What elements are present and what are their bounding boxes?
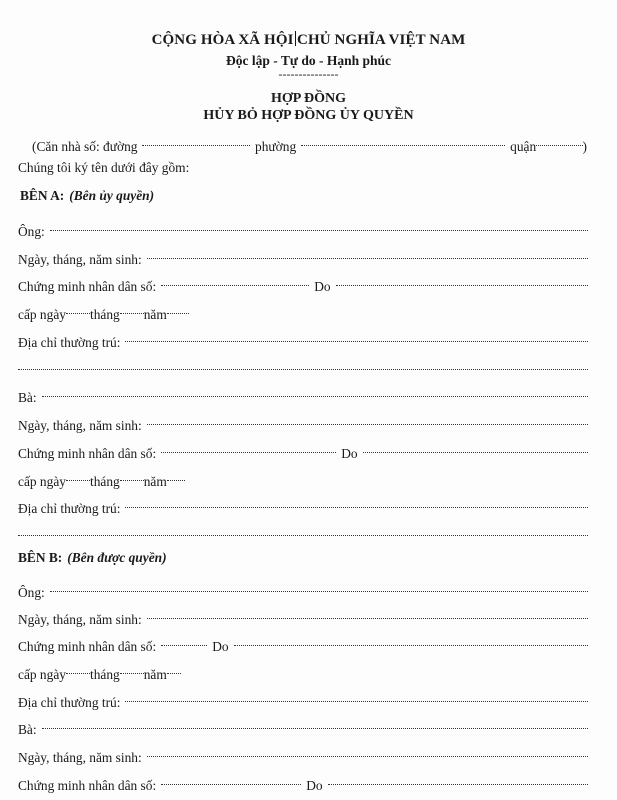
party-a-mr-address-row-2 [18,355,588,375]
party-a-mr-id-field[interactable] [161,271,309,291]
party-a-mr-name-field[interactable] [50,216,588,236]
party-a-mr-issue-month-field[interactable] [120,299,144,319]
party-a-mr-address-row: Địa chỉ thường trú: [18,327,588,347]
district-field[interactable] [536,131,582,151]
party-a-mrs-address-field[interactable] [125,493,588,513]
party-b-mr-id-row: Chứng minh nhân dân số: Do [18,631,588,651]
party-a-heading: BÊN A: (Bên ủy quyền) [20,188,155,203]
party-b-mr-address-row: Địa chỉ thường trú: [18,687,588,707]
party-b-mr-address-field[interactable] [125,687,588,707]
national-motto: Độc lập - Tự do - Hạnh phúc [225,53,392,68]
party-a-mrs-address-row: Địa chỉ thường trú: [18,493,588,513]
party-b-mr-issue-year-field[interactable] [167,659,181,679]
party-b-mr-dob-field[interactable] [147,604,588,624]
party-b-mr-issue-date-row: cấp ngày tháng năm [18,659,588,679]
property-address-line: (Căn nhà số: đường phường quận ) [32,131,587,151]
party-a-mrs-id-field[interactable] [161,438,336,458]
header-separator: --------------- [278,67,339,81]
party-b-heading: BÊN B: (Bên được quyền) [18,550,167,565]
party-b-mrs-name-row: Bà: [18,714,588,734]
party-a-mrs-dob-row: Ngày, tháng, năm sinh: [18,410,588,430]
party-b-mr-id-field[interactable] [161,631,207,651]
party-a-mrs-name-field[interactable] [42,382,588,402]
party-a-mrs-issued-by-field[interactable] [363,438,588,458]
party-a-mrs-issue-date-row: cấp ngày tháng năm [18,466,588,486]
party-a-mr-address-field-2[interactable] [18,355,588,375]
party-a-mrs-id-row: Chứng minh nhân dân số: Do [18,438,588,458]
party-a-mrs-issue-month-field[interactable] [120,466,144,486]
party-a-mrs-issue-day-field[interactable] [66,466,90,486]
party-a-mr-dob-row: Ngày, tháng, năm sinh: [18,244,588,264]
document-title: HỦY BỎ HỢP ĐỒNG ỦY QUYỀN [203,108,414,123]
party-b-mr-name-row: Ông: [18,577,588,597]
party-a-mrs-name-row: Bà: [18,382,588,402]
intro-text: Chúng tôi ký tên dưới đây gồm: [18,160,190,175]
street-field[interactable] [142,131,250,151]
party-b-mrs-dob-field[interactable] [147,742,588,762]
party-a-mrs-address-row-2 [18,521,588,541]
party-a-mr-id-row: Chứng minh nhân dân số: Do [18,271,588,291]
party-a-mrs-dob-field[interactable] [147,410,588,430]
text-cursor [295,31,297,46]
party-a-mr-dob-field[interactable] [147,244,588,264]
party-b-mr-issued-by-field[interactable] [234,631,588,651]
national-title: CỘNG HÒA XÃ HỘI CHỦ NGHĨA VIỆT NAM [151,32,466,48]
document-type: HỢP ĐỒNG [270,91,347,106]
party-b-mr-dob-row: Ngày, tháng, năm sinh: [18,604,588,624]
party-a-mrs-issue-year-field[interactable] [167,466,185,486]
party-b-mrs-id-field[interactable] [161,770,301,790]
party-a-mr-name-row: Ông: [18,216,588,236]
party-b-mrs-id-row: Chứng minh nhân dân số: Do [18,770,588,790]
party-a-mr-issue-day-field[interactable] [66,299,90,319]
party-b-mr-name-field[interactable] [50,577,588,597]
party-a-mr-issue-year-field[interactable] [167,299,189,319]
party-b-mrs-dob-row: Ngày, tháng, năm sinh: [18,742,588,762]
party-a-mrs-address-field-2[interactable] [18,521,588,541]
party-b-mr-issue-month-field[interactable] [120,659,144,679]
party-b-mrs-name-field[interactable] [42,714,588,734]
party-b-mr-issue-day-field[interactable] [66,659,90,679]
party-a-mr-issue-date-row: cấp ngày tháng năm [18,299,588,319]
party-a-mr-address-field[interactable] [125,327,588,347]
party-b-mrs-issued-by-field[interactable] [328,770,588,790]
party-a-mr-issued-by-field[interactable] [336,271,588,291]
ward-field[interactable] [301,131,505,151]
